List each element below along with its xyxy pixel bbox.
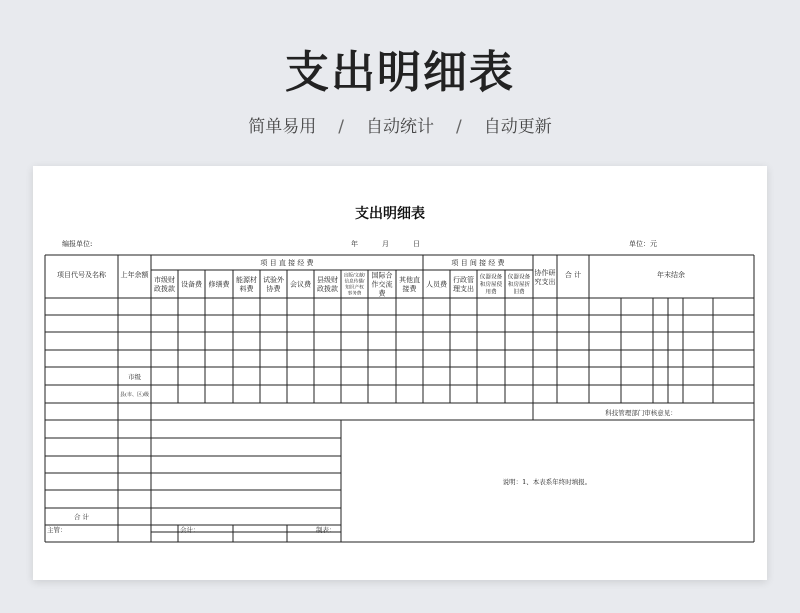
expense-table xyxy=(33,166,767,580)
header-direct-col: 作交流 xyxy=(371,280,393,289)
footer-accountant: 会计： xyxy=(180,526,200,534)
currency-unit: 单位：元 xyxy=(629,240,657,248)
header-direct-col: 其他直 xyxy=(399,275,420,284)
header-total: 合 计 xyxy=(564,271,582,279)
header-direct-group: 项 目 直 接 经 费 xyxy=(260,259,314,267)
header-direct-col: 政拨款 xyxy=(317,284,338,293)
header-code-name: 项目代号及名称 xyxy=(57,271,106,279)
document-title: 支出明细表 xyxy=(355,206,425,222)
feature-easy: 简单易用 xyxy=(248,117,317,137)
header-indirect-col: 理支出 xyxy=(453,284,474,293)
header-direct-col: 出版/文献/ xyxy=(343,273,366,279)
page-title: 支出明细表 xyxy=(285,47,515,98)
document-sheet xyxy=(33,166,767,580)
date-day: 日 xyxy=(413,240,420,248)
row-label-city: 市级 xyxy=(128,373,141,381)
review-label: 科技管理部门审核意见： xyxy=(605,409,677,417)
separator: / xyxy=(456,117,462,137)
header-cooperation: 协作研 xyxy=(534,268,556,277)
header-prev-balance: 上年余额 xyxy=(120,271,149,279)
feature-tagline xyxy=(0,112,800,137)
footer-preparer: 制表： xyxy=(316,526,336,534)
header-direct-col: 设备费 xyxy=(181,280,202,289)
row-label-sum: 合 计 xyxy=(73,513,90,521)
header-direct-col: 县级财 xyxy=(317,275,338,284)
header-direct-col: 接费 xyxy=(402,284,417,293)
reporting-unit-label: 编报单位: xyxy=(62,240,93,248)
header-indirect-col: 和房屋折 xyxy=(507,281,531,288)
header-direct-col: 市级财 xyxy=(154,275,175,284)
header-direct-col: 政拨款 xyxy=(154,284,175,293)
date-year: 年 xyxy=(351,240,358,248)
header-indirect-group: 项 目 间 接 经 费 xyxy=(451,259,505,267)
footer-supervisor: 主管： xyxy=(47,526,67,534)
header-indirect-col: 行政管 xyxy=(453,275,474,284)
header-direct-col: 信息传播/ xyxy=(344,279,365,285)
header-direct-col: 试验外 xyxy=(263,275,284,284)
feature-auto-stat: 自动统计 xyxy=(366,117,434,137)
date-month: 月 xyxy=(382,240,389,248)
header-indirect-col: 和房屋使 xyxy=(479,281,503,288)
header-direct-col: 国际合 xyxy=(371,271,393,280)
header-direct-col: 修缮费 xyxy=(208,280,230,289)
header-direct-col: 料费 xyxy=(239,284,254,293)
header-direct-col: 能源材 xyxy=(236,275,257,284)
header-indirect-col: 旧费 xyxy=(513,289,525,296)
header-indirect-col: 仪器设备 xyxy=(479,274,503,281)
feature-auto-update: 自动更新 xyxy=(483,117,552,137)
header-direct-col: 费 xyxy=(378,289,386,298)
header-cooperation: 究支出 xyxy=(534,277,556,286)
header-indirect-col: 用费 xyxy=(485,289,497,296)
header-indirect-col: 仪器设备 xyxy=(507,274,531,281)
header-direct-col: 会议费 xyxy=(290,280,311,289)
header-direct-col: 事务费 xyxy=(347,291,362,297)
separator: / xyxy=(338,117,344,137)
header-direct-col: 协费 xyxy=(266,284,281,293)
row-label-county: 县(市、区)级 xyxy=(120,392,149,398)
header-indirect-col: 人员费 xyxy=(426,280,447,289)
header-direct-col: 知识产权 xyxy=(345,285,364,291)
note-text: 说明：1、本表系年终时填报。 xyxy=(502,478,592,486)
header-year-end: 年末结余 xyxy=(657,271,685,279)
